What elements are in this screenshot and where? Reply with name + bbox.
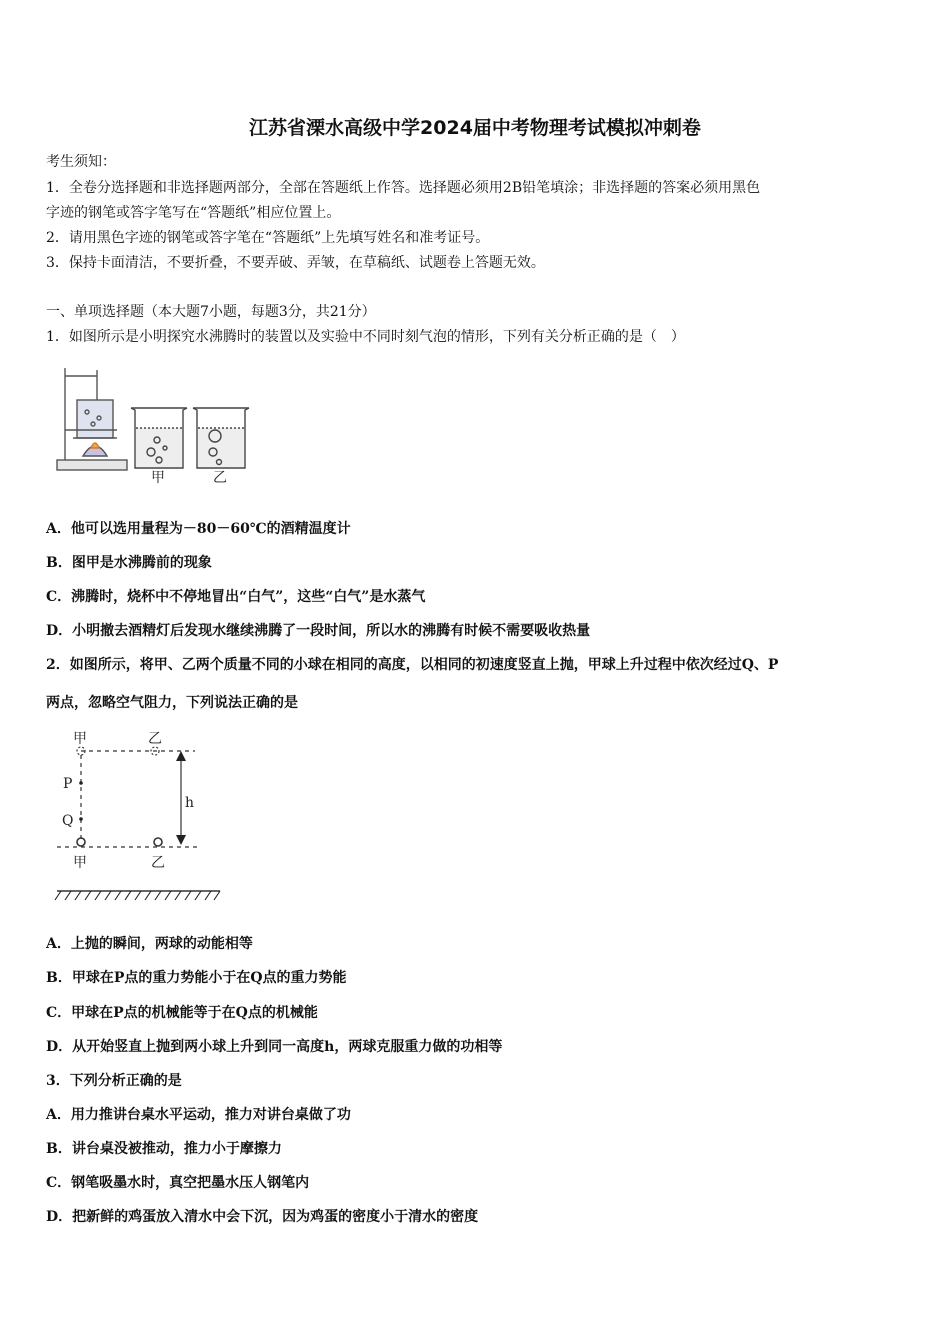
q3-option-c[interactable]: C．钢笔吸墨水时，真空把墨水压人钢笔内 xyxy=(46,1175,310,1191)
q1-option-b[interactable]: B．图甲是水沸腾前的现象 xyxy=(46,555,212,571)
label-q: Q xyxy=(62,813,74,829)
question-3-stem: 3．下列分析正确的是 xyxy=(46,1073,182,1089)
q3-option-a[interactable]: A．用力推讲台桌水平运动，推力对讲台桌做了功 xyxy=(46,1107,351,1123)
section-heading: 一、单项选择题（本大题7小题，每题3分，共21分） xyxy=(46,304,376,320)
question-2-stem-line2: 两点，忽略空气阻力，下列说法正确的是 xyxy=(46,695,298,711)
label-yi-bottom: 乙 xyxy=(151,855,165,871)
h-arrow-top-head xyxy=(176,751,186,761)
question-2-stem-line1: 2．如图所示，将甲、乙两个质量不同的小球在相同的高度，以相同的初速度竖直上抛，甲球上升过程中依次经过Q、P xyxy=(46,657,779,673)
question-1-stem: 1．如图所示是小明探究水沸腾时的装置以及实验中不同时刻气泡的情形，下列有关分析正确的是（ ） xyxy=(46,329,685,345)
point-p xyxy=(79,781,83,785)
label-jia-top: 甲 xyxy=(73,731,87,747)
q2-option-a[interactable]: A．上抛的瞬间，两球的动能相等 xyxy=(46,936,253,952)
beaker-yi xyxy=(193,408,249,468)
ball-yi-bottom xyxy=(154,838,162,846)
label-jia-bottom: 甲 xyxy=(73,855,87,871)
label-yi-top: 乙 xyxy=(148,731,162,747)
label-jia: 甲 xyxy=(151,470,165,486)
notice-item: 字迹的钢笔或答字笔写在“答题纸”相应位置上。 xyxy=(46,205,341,221)
boiling-apparatus-illustration xyxy=(57,368,127,470)
notice-item: 2．请用黑色字迹的钢笔或答字笔在“答题纸”上先填写姓名和准考证号。 xyxy=(46,230,490,246)
notice-item: 1．全卷分选择题和非选择题两部分，全部在答题纸上作答。选择题必须用2B铅笔填涂；非选择题的答案必须用黑色 xyxy=(46,180,761,196)
q1-option-d[interactable]: D．小明撤去酒精灯后发现水继续沸腾了一段时间，所以水的沸腾有时候不需要吸收热量 xyxy=(46,623,591,639)
label-yi: 乙 xyxy=(213,470,227,486)
q2-option-c[interactable]: C．甲球在P点的机械能等于在Q点的机械能 xyxy=(46,1005,318,1021)
q2-option-b[interactable]: B．甲球在P点的重力势能小于在Q点的重力势能 xyxy=(46,970,347,986)
h-arrow-bottom-head xyxy=(176,835,186,845)
notice-heading: 考生须知： xyxy=(46,154,116,170)
q2-option-d[interactable]: D．从开始竖直上抛到两小球上升到同一高度h，两球克服重力做的功相等 xyxy=(46,1039,503,1055)
q3-option-b[interactable]: B．讲台桌没被推动，推力小于摩擦力 xyxy=(46,1141,282,1157)
point-q xyxy=(79,817,83,821)
page-title: 江苏省溧水高级中学2024届中考物理考试模拟冲刺卷 xyxy=(249,117,701,139)
ground-hatching xyxy=(55,891,220,900)
label-p: P xyxy=(63,776,73,792)
q3-option-d[interactable]: D．把新鲜的鸡蛋放入清水中会下沉，因为鸡蛋的密度小于清水的密度 xyxy=(46,1209,479,1225)
q2-figure xyxy=(55,725,225,905)
ball-jia-bottom xyxy=(77,838,85,846)
label-h: h xyxy=(185,795,195,811)
q1-option-a[interactable]: A．他可以选用量程为－80－60℃的酒精温度计 xyxy=(46,521,351,537)
q1-figure xyxy=(55,360,255,485)
beaker-jia xyxy=(131,408,187,468)
notice-item: 3．保持卡面清洁，不要折叠，不要弄破、弄皱，在草稿纸、试题卷上答题无效。 xyxy=(46,255,545,271)
q1-option-c[interactable]: C．沸腾时，烧杯中不停地冒出“白气”，这些“白气”是水蒸气 xyxy=(46,589,426,605)
